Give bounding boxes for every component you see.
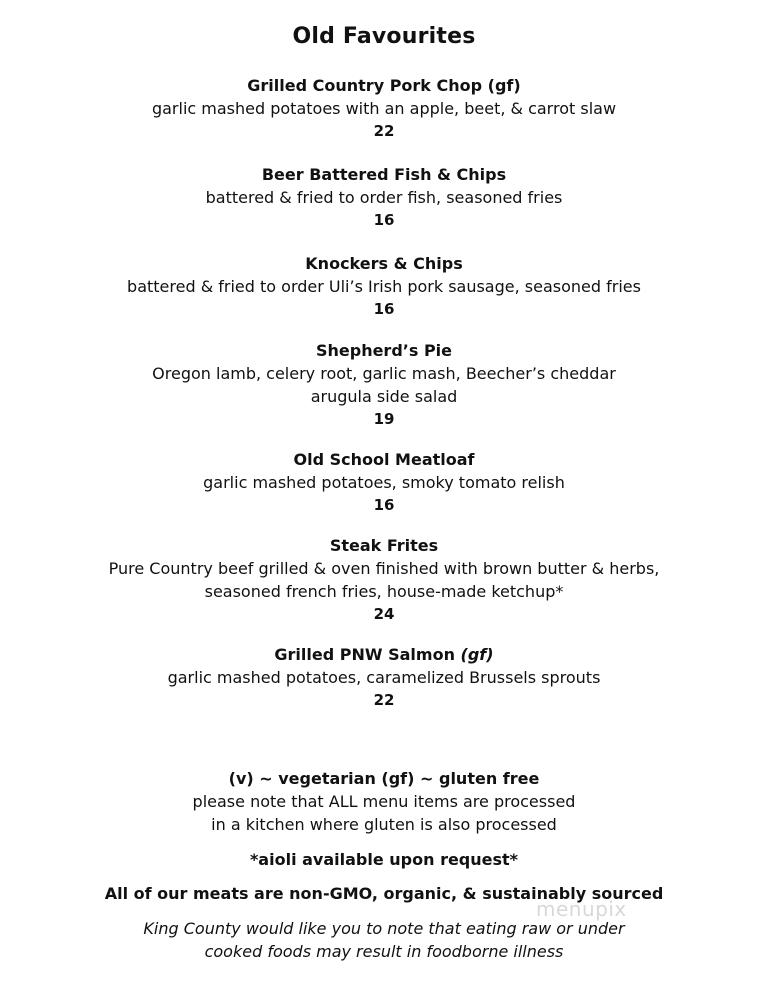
menu-item-price: 22: [373, 122, 395, 140]
gluten-processing-note: please note that ALL menu items are processed: [192, 792, 576, 811]
menu-item-name: Old School Meatloaf: [293, 450, 475, 469]
menu-item-description: arugula side salad: [310, 387, 458, 406]
menu-item: [0, 448, 768, 517]
gluten-processing-note: in a kitchen where gluten is also processed: [211, 815, 557, 834]
menu-item-price: 16: [373, 496, 395, 514]
menu-item-price: 22: [373, 691, 395, 709]
meats-note-block: [0, 882, 768, 905]
menu-item: [0, 252, 768, 321]
dietary-notes: [0, 767, 768, 836]
menu-item-name: [0, 643, 768, 666]
menu-item: [0, 339, 768, 431]
dietary-legend: (v) ~ vegetarian (gf) ~ gluten free: [228, 769, 540, 788]
health-warning: [0, 917, 768, 963]
menu-item-name: Steak Frites: [329, 536, 439, 555]
menu-item-name: Grilled Country Pork Chop (gf): [247, 76, 521, 95]
menu-item: [0, 643, 768, 712]
menu-item-price: 16: [373, 300, 395, 318]
aioli-note: *aioli available upon request*: [249, 850, 519, 869]
menu-item-price: 24: [373, 605, 395, 623]
menu-item-description: Pure Country beef grilled & oven finished with brown butter & herbs,: [108, 559, 660, 578]
health-warning-line: cooked foods may result in foodborne illness: [204, 942, 564, 961]
menu-item: [0, 74, 768, 143]
menu-item-name: Shepherd’s Pie: [315, 341, 453, 360]
health-warning-line: King County would like you to note that eating raw or under: [143, 919, 625, 938]
menu-item-description: seasoned french fries, house-made ketchup*: [204, 582, 564, 601]
menu-item-description: garlic mashed potatoes with an apple, beet, & carrot slaw: [151, 99, 617, 118]
menu-item-price: 16: [373, 211, 395, 229]
menu-item-name: Beer Battered Fish & Chips: [261, 165, 507, 184]
gluten-free-tag: (gf): [460, 645, 494, 664]
menu-item-description: garlic mashed potatoes, caramelized Brussels sprouts: [167, 668, 601, 687]
watermark-logo: menupix: [536, 897, 627, 921]
menu-item-price: 19: [373, 410, 395, 428]
menu-item-description: Oregon lamb, celery root, garlic mash, Beecher’s cheddar: [152, 364, 616, 383]
meats-note: All of our meats are non-GMO, organic, & sustainably sourced: [104, 884, 664, 903]
menu-item: [0, 534, 768, 626]
menu-item-name-text: Grilled PNW Salmon: [274, 645, 461, 664]
menu-item-description: garlic mashed potatoes, smoky tomato relish: [203, 473, 565, 492]
aioli-note-block: [0, 848, 768, 871]
menu-item-name: Knockers & Chips: [305, 254, 463, 273]
menu-item: [0, 163, 768, 232]
menu-item-description: battered & fried to order fish, seasoned fries: [205, 188, 563, 207]
page-title: Old Favourites: [292, 24, 476, 49]
menu-item-description: battered & fried to order Uli’s Irish pork sausage, seasoned fries: [127, 277, 641, 296]
